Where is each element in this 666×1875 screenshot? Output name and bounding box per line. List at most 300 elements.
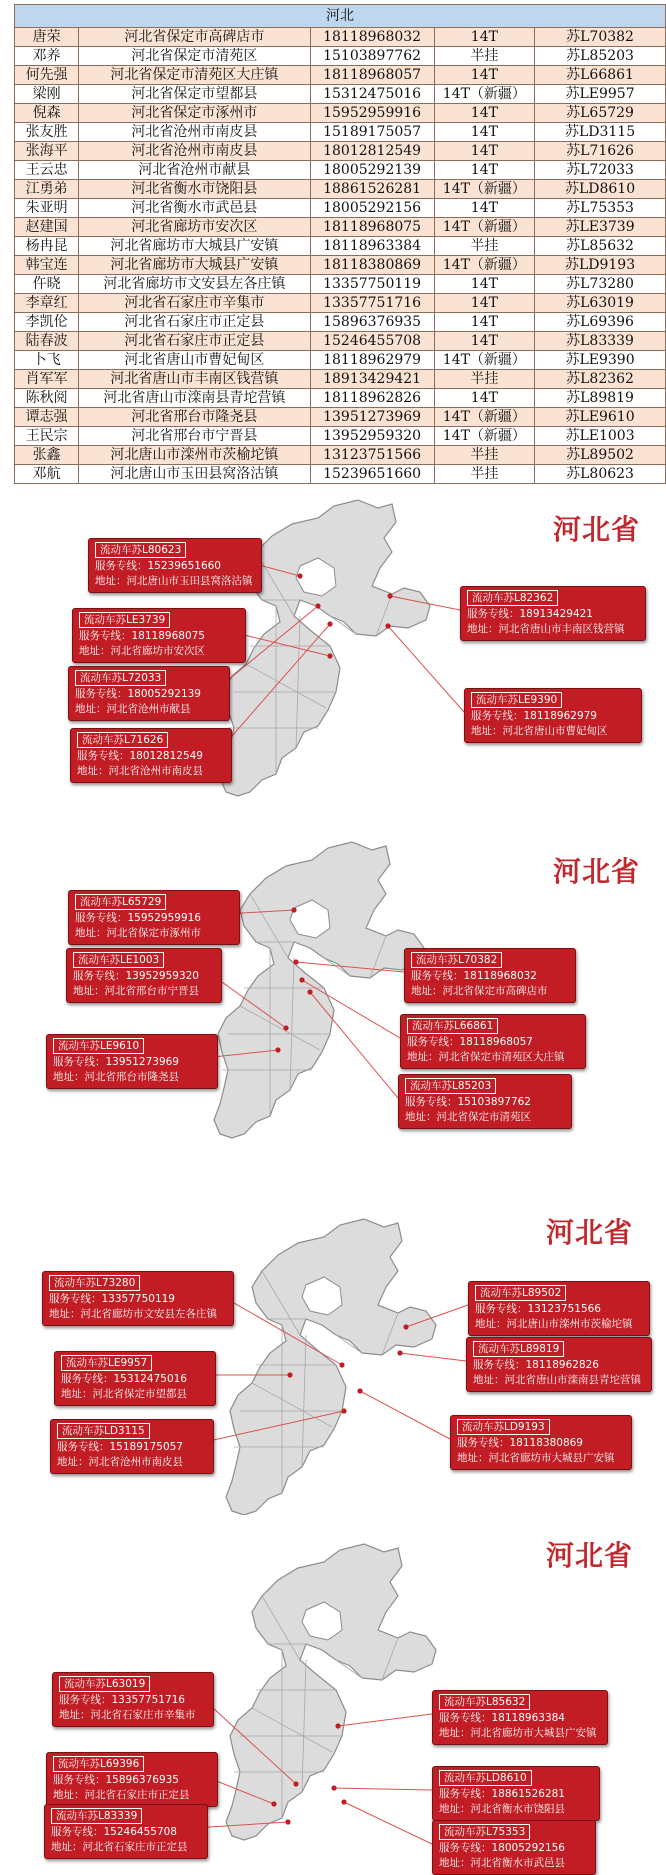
card-phone-row (75, 687, 223, 702)
cell-name: 何先强 (15, 66, 79, 85)
vehicle-card (404, 948, 576, 1003)
card-phone-row (51, 1825, 201, 1840)
cell-address: 河北省保定市望都县 (79, 85, 310, 104)
card-phone: 15896376935 (105, 1774, 179, 1786)
vehicle-card (398, 1074, 572, 1129)
card-address: 河北省沧州市南皮县 (108, 765, 203, 777)
cell-address: 河北省石家庄市正定县 (79, 332, 310, 351)
card-title: 流动车苏L70382 (411, 952, 502, 968)
cell-plate: 苏L71626 (535, 142, 666, 161)
location-dot (307, 989, 312, 994)
cell-plate: 苏L89819 (535, 389, 666, 408)
map-panel-3 (0, 1185, 666, 1515)
vehicle-card (68, 666, 230, 721)
cell-address: 河北省沧州市南皮县 (79, 123, 310, 142)
card-phone: 13952959320 (125, 970, 199, 982)
phone-label: 服务专线： (75, 688, 128, 700)
address-label: 地址： (77, 765, 109, 777)
phone-label: 服务专线： (75, 912, 128, 924)
card-address-row (405, 1110, 565, 1125)
card-phone: 18118968032 (463, 970, 537, 982)
table-row (15, 199, 666, 218)
location-dot (385, 623, 390, 628)
card-address: 河北省廊坊市大城县广安镇 (470, 1727, 597, 1739)
card-phone-row (405, 1095, 565, 1110)
card-phone: 15246455708 (103, 1826, 177, 1838)
location-dot (287, 1372, 292, 1377)
phone-label: 服务专线： (475, 1303, 528, 1315)
cell-plate: 苏LE3739 (535, 218, 666, 237)
cell-address: 河北省唐山市曹妃甸区 (79, 351, 310, 370)
vehicle-card (432, 1766, 600, 1821)
cell-plate: 苏LD8610 (535, 180, 666, 199)
card-phone: 18012812549 (129, 750, 203, 762)
cell-name: 李凯伦 (15, 313, 79, 332)
card-address: 河北省保定市望都县 (92, 1388, 187, 1400)
card-address: 河北省衡水市饶阳县 (470, 1803, 565, 1815)
card-phone: 18118962826 (525, 1359, 599, 1371)
table-row (15, 180, 666, 199)
card-title: 流动车苏L63019 (59, 1676, 150, 1692)
cell-type: 14T（新疆） (434, 218, 534, 237)
location-dot (341, 1799, 346, 1804)
phone-label: 服务专线： (439, 1842, 492, 1854)
card-title: 流动车苏L85632 (439, 1694, 530, 1710)
cell-plate: 苏L70382 (535, 28, 666, 47)
card-address: 河北省廊坊市文安县左各庄镇 (80, 1308, 217, 1320)
table-row (15, 104, 666, 123)
card-title: 流动车苏L65729 (75, 894, 166, 910)
location-dot (299, 977, 304, 982)
card-phone: 15239651660 (147, 560, 221, 572)
address-label: 地址： (439, 1803, 471, 1815)
card-address-row (439, 1856, 589, 1871)
cell-phone: 15239651660 (310, 465, 434, 484)
table-row (15, 275, 666, 294)
cell-type: 14T (434, 123, 534, 142)
card-address: 河北省廊坊市安次区 (110, 645, 205, 657)
vehicle-card (450, 1415, 632, 1470)
cell-plate: 苏LE9390 (535, 351, 666, 370)
table-row (15, 370, 666, 389)
cell-type: 14T（新疆） (434, 180, 534, 199)
table-row (15, 465, 666, 484)
vehicle-table (14, 4, 666, 484)
card-title: 流动车苏LD8610 (439, 1770, 532, 1786)
card-phone: 13951273969 (105, 1056, 179, 1068)
card-address: 河北省沧州市南皮县 (88, 1456, 183, 1468)
card-phone: 18913429421 (519, 608, 593, 620)
cell-name: 张鑫 (15, 446, 79, 465)
address-label: 地址： (57, 1456, 89, 1468)
cell-address: 河北省保定市清苑区 (79, 47, 310, 66)
card-phone-row (473, 1358, 645, 1373)
cell-plate: 苏L82362 (535, 370, 666, 389)
card-title: 流动车苏LE9610 (53, 1038, 144, 1054)
table-row (15, 294, 666, 313)
cell-address: 河北唐山市滦州市茨榆坨镇 (79, 446, 310, 465)
cell-name: 王云忠 (15, 161, 79, 180)
cell-address: 河北省廊坊市文安县左各庄镇 (79, 275, 310, 294)
cell-type: 14T (434, 66, 534, 85)
leader-line (334, 1788, 432, 1790)
card-phone: 18005292139 (127, 688, 201, 700)
card-address-row (95, 574, 255, 589)
location-dot (297, 573, 302, 578)
card-address: 河北唐山市滦州市茨榆坨镇 (506, 1318, 633, 1330)
address-label: 地址： (411, 985, 443, 997)
phone-label: 服务专线： (411, 970, 464, 982)
card-address-row (79, 644, 239, 659)
cell-name: 杨冉昆 (15, 237, 79, 256)
card-address: 河北省廊坊市大城县广安镇 (488, 1452, 615, 1464)
panel-title: 河北省 (553, 513, 641, 546)
table-row (15, 446, 666, 465)
table-row (15, 161, 666, 180)
table-row (15, 123, 666, 142)
address-label: 地址： (405, 1111, 437, 1123)
card-address: 河北省保定市清苑区 (436, 1111, 531, 1123)
card-address-row (411, 984, 569, 999)
card-phone: 18118380869 (509, 1437, 583, 1449)
cell-phone: 13123751566 (310, 446, 434, 465)
panel-title: 河北省 (546, 1539, 634, 1572)
cell-type: 14T (434, 389, 534, 408)
card-phone-row (439, 1841, 589, 1856)
address-label: 地址： (51, 1841, 83, 1853)
cell-name: 朱亚明 (15, 199, 79, 218)
address-label: 地址： (407, 1051, 439, 1063)
cell-phone: 15952959916 (310, 104, 434, 123)
table-row (15, 218, 666, 237)
table-row (15, 256, 666, 275)
cell-name: 韩宝连 (15, 256, 79, 275)
cell-name: 江勇弟 (15, 180, 79, 199)
map-panel-1 (0, 496, 666, 826)
address-label: 地址： (59, 1709, 91, 1721)
vehicle-card (46, 1034, 218, 1089)
card-title: 流动车苏L85203 (405, 1078, 496, 1094)
cell-plate: 苏L89502 (535, 446, 666, 465)
address-label: 地址： (79, 645, 111, 657)
cell-plate: 苏L83339 (535, 332, 666, 351)
address-label: 地址： (75, 927, 107, 939)
vehicle-card (44, 1804, 208, 1859)
card-title: 流动车苏LE1003 (73, 952, 164, 968)
cell-plate: 苏L75353 (535, 199, 666, 218)
location-dot (335, 1723, 340, 1728)
cell-phone: 18913429421 (310, 370, 434, 389)
card-address: 河北省石家庄市正定县 (84, 1789, 190, 1801)
phone-label: 服务专线： (49, 1293, 102, 1305)
table-row (15, 351, 666, 370)
cell-name: 仵晓 (15, 275, 79, 294)
cell-type: 半挂 (434, 446, 534, 465)
cell-name: 王民宗 (15, 427, 79, 446)
card-title: 流动车苏LE9390 (471, 692, 562, 708)
table-row (15, 85, 666, 104)
cell-phone: 18012812549 (310, 142, 434, 161)
phone-label: 服务专线： (95, 560, 148, 572)
card-address-row (439, 1726, 601, 1741)
phone-label: 服务专线： (77, 750, 130, 762)
cell-phone: 15246455708 (310, 332, 434, 351)
vehicle-card (466, 1337, 652, 1392)
card-phone-row (53, 1055, 211, 1070)
card-address-row (51, 1840, 201, 1855)
table-row (15, 408, 666, 427)
cell-address: 河北省石家庄市正定县 (79, 313, 310, 332)
card-phone: 18005292156 (491, 1842, 565, 1854)
card-phone-row (467, 607, 639, 622)
cell-address: 河北省邢台市宁晋县 (79, 427, 310, 446)
address-label: 地址： (75, 703, 107, 715)
card-title: 流动车苏L83339 (51, 1808, 142, 1824)
card-title: 流动车苏L73280 (49, 1275, 140, 1291)
card-phone-row (407, 1035, 579, 1050)
card-phone: 13357751716 (111, 1694, 185, 1706)
leader-line (338, 1714, 432, 1726)
cell-phone: 15189175057 (310, 123, 434, 142)
location-dot (271, 1801, 276, 1806)
cell-phone: 15896376935 (310, 313, 434, 332)
cell-phone: 18118968075 (310, 218, 434, 237)
card-title: 流动车苏L89502 (475, 1285, 566, 1301)
cell-name: 赵建国 (15, 218, 79, 237)
table-row (15, 28, 666, 47)
location-dot (341, 1408, 346, 1413)
location-dot (283, 1025, 288, 1030)
address-label: 地址： (49, 1308, 81, 1320)
card-address-row (59, 1708, 207, 1723)
cell-address: 河北省唐山市丰南区钱营镇 (79, 370, 310, 389)
cell-type: 14T (434, 313, 534, 332)
card-address: 河北省唐山市丰南区钱营镇 (498, 623, 625, 635)
vehicle-table-body (15, 5, 666, 484)
card-title: 流动车苏L89819 (473, 1341, 564, 1357)
location-dot (327, 621, 332, 626)
card-address-row (467, 622, 639, 637)
cell-name: 邓养 (15, 47, 79, 66)
vehicle-card (464, 688, 642, 743)
vehicle-card (68, 890, 240, 945)
card-title: 流动车苏L80623 (95, 542, 186, 558)
cell-plate: 苏L69396 (535, 313, 666, 332)
cell-plate: 苏LE9610 (535, 408, 666, 427)
cell-plate: 苏L63019 (535, 294, 666, 313)
cell-name: 陆春波 (15, 332, 79, 351)
table-row (15, 142, 666, 161)
cell-type: 半挂 (434, 47, 534, 66)
phone-label: 服务专线： (53, 1056, 106, 1068)
cell-type: 14T (434, 199, 534, 218)
vehicle-card (66, 948, 222, 1003)
location-dot (403, 1324, 408, 1329)
location-dot (275, 1047, 280, 1052)
vehicle-card (52, 1672, 214, 1727)
location-dot (387, 593, 392, 598)
cell-address: 河北省廊坊市大城县广安镇 (79, 237, 310, 256)
cell-plate: 苏LD3115 (535, 123, 666, 142)
card-address: 河北省唐山市曹妃甸区 (502, 725, 608, 737)
address-label: 地址： (73, 985, 105, 997)
card-address-row (61, 1387, 209, 1402)
card-phone-row (57, 1440, 207, 1455)
vehicle-card (460, 586, 646, 641)
location-dot (291, 907, 296, 912)
panel-title: 河北省 (553, 855, 641, 888)
card-phone-row (471, 709, 635, 724)
leader-line (360, 1391, 450, 1439)
card-phone: 18118968057 (459, 1036, 533, 1048)
vehicle-card (54, 1351, 216, 1406)
card-title: 流动车苏L75353 (439, 1824, 530, 1840)
cell-plate: 苏L80623 (535, 465, 666, 484)
cell-plate: 苏L72033 (535, 161, 666, 180)
card-address: 河北省石家庄市辛集市 (90, 1709, 196, 1721)
card-phone-row (59, 1693, 207, 1708)
card-address: 河北省保定市涿州市 (106, 927, 201, 939)
card-phone-row (75, 911, 233, 926)
card-address: 河北省邢台市隆尧县 (84, 1071, 179, 1083)
card-phone: 13357750119 (101, 1293, 175, 1305)
table-row (15, 313, 666, 332)
cell-name: 张友胜 (15, 123, 79, 142)
card-phone: 18861526281 (491, 1788, 565, 1800)
cell-plate: 苏L73280 (535, 275, 666, 294)
phone-label: 服务专线： (471, 710, 524, 722)
card-address-row (473, 1373, 645, 1388)
cell-name: 卜飞 (15, 351, 79, 370)
address-label: 地址： (475, 1318, 507, 1330)
card-phone: 15189175057 (109, 1441, 183, 1453)
cell-phone: 18118968057 (310, 66, 434, 85)
card-address-row (53, 1070, 211, 1085)
cell-name: 谭志强 (15, 408, 79, 427)
phone-label: 服务专线： (59, 1694, 112, 1706)
card-phone: 15312475016 (113, 1373, 187, 1385)
cell-plate: 苏L66861 (535, 66, 666, 85)
cell-type: 14T (434, 275, 534, 294)
address-label: 地址： (95, 575, 127, 587)
card-title: 流动车苏LE9957 (61, 1355, 152, 1371)
cell-phone: 13952959320 (310, 427, 434, 446)
cell-type: 半挂 (434, 237, 534, 256)
phone-label: 服务专线： (405, 1096, 458, 1108)
table-row (15, 427, 666, 446)
card-address-row (457, 1451, 625, 1466)
province-shape (226, 1544, 436, 1840)
card-phone-row (95, 559, 255, 574)
address-label: 地址： (467, 623, 499, 635)
card-phone-row (79, 629, 239, 644)
cell-address: 河北省衡水市饶阳县 (79, 180, 310, 199)
card-address-row (77, 764, 225, 779)
cell-type: 14T（新疆） (434, 427, 534, 446)
card-phone-row (439, 1711, 601, 1726)
card-address: 河北省衡水市武邑县 (470, 1857, 565, 1869)
card-address-row (73, 984, 215, 999)
cell-phone: 13357751716 (310, 294, 434, 313)
card-title: 流动车苏L71626 (77, 732, 168, 748)
phone-label: 服务专线： (51, 1826, 104, 1838)
phone-label: 服务专线： (53, 1774, 106, 1786)
cell-type: 14T (434, 332, 534, 351)
cell-plate: 苏L85203 (535, 47, 666, 66)
cell-address: 河北省石家庄市辛集市 (79, 294, 310, 313)
phone-label: 服务专线： (61, 1373, 114, 1385)
cell-name: 倪森 (15, 104, 79, 123)
phone-label: 服务专线： (73, 970, 126, 982)
cell-address: 河北省沧州市献县 (79, 161, 310, 180)
table-row (15, 237, 666, 256)
cell-name: 邓航 (15, 465, 79, 484)
table-row (15, 389, 666, 408)
cell-phone: 13951273969 (310, 408, 434, 427)
phone-label: 服务专线： (439, 1712, 492, 1724)
card-phone-row (77, 749, 225, 764)
cell-address: 河北省沧州市南皮县 (79, 142, 310, 161)
cell-type: 14T（新疆） (434, 256, 534, 275)
card-address-row (471, 724, 635, 739)
card-title: 流动车苏L69396 (53, 1756, 144, 1772)
card-title: 流动车苏L66861 (407, 1018, 498, 1034)
cell-phone: 18118380869 (310, 256, 434, 275)
location-dot (293, 1781, 298, 1786)
province-shape (226, 1219, 436, 1515)
location-dot (315, 603, 320, 608)
phone-label: 服务专线： (439, 1788, 492, 1800)
cell-address: 河北省保定市清苑区大庄镇 (79, 66, 310, 85)
cell-plate: 苏LE9957 (535, 85, 666, 104)
cell-name: 陈秋阅 (15, 389, 79, 408)
leader-line (388, 626, 464, 712)
phone-label: 服务专线： (457, 1437, 510, 1449)
card-phone-row (49, 1292, 227, 1307)
cell-address: 河北省廊坊市大城县广安镇 (79, 256, 310, 275)
table-row (15, 66, 666, 85)
card-address: 河北省邢台市宁晋县 (104, 985, 199, 997)
location-dot (327, 653, 332, 658)
cell-type: 14T (434, 142, 534, 161)
phone-label: 服务专线： (407, 1036, 460, 1048)
card-phone-row (73, 969, 215, 984)
phone-label: 服务专线： (467, 608, 520, 620)
card-address: 河北省石家庄市正定县 (82, 1841, 188, 1853)
cell-phone: 18118962979 (310, 351, 434, 370)
card-title: 流动车苏L72033 (75, 670, 166, 686)
card-address-row (407, 1050, 579, 1065)
card-address-row (49, 1307, 227, 1322)
cell-plate: 苏LD9193 (535, 256, 666, 275)
leader-line (344, 1802, 432, 1844)
location-dot (357, 1388, 362, 1393)
cell-type: 14T（新疆） (434, 85, 534, 104)
card-address-row (75, 926, 233, 941)
cell-phone: 18118963384 (310, 237, 434, 256)
map-panel-2 (0, 838, 666, 1168)
card-address: 河北省唐山市滦南县青坨营镇 (504, 1374, 641, 1386)
cell-phone: 18005292156 (310, 199, 434, 218)
address-label: 地址： (61, 1388, 93, 1400)
cell-name: 李章红 (15, 294, 79, 313)
address-label: 地址： (53, 1789, 85, 1801)
phone-label: 服务专线： (473, 1359, 526, 1371)
card-phone-row (61, 1372, 209, 1387)
card-phone: 15952959916 (127, 912, 201, 924)
card-address-row (475, 1317, 643, 1332)
cell-name: 张海平 (15, 142, 79, 161)
